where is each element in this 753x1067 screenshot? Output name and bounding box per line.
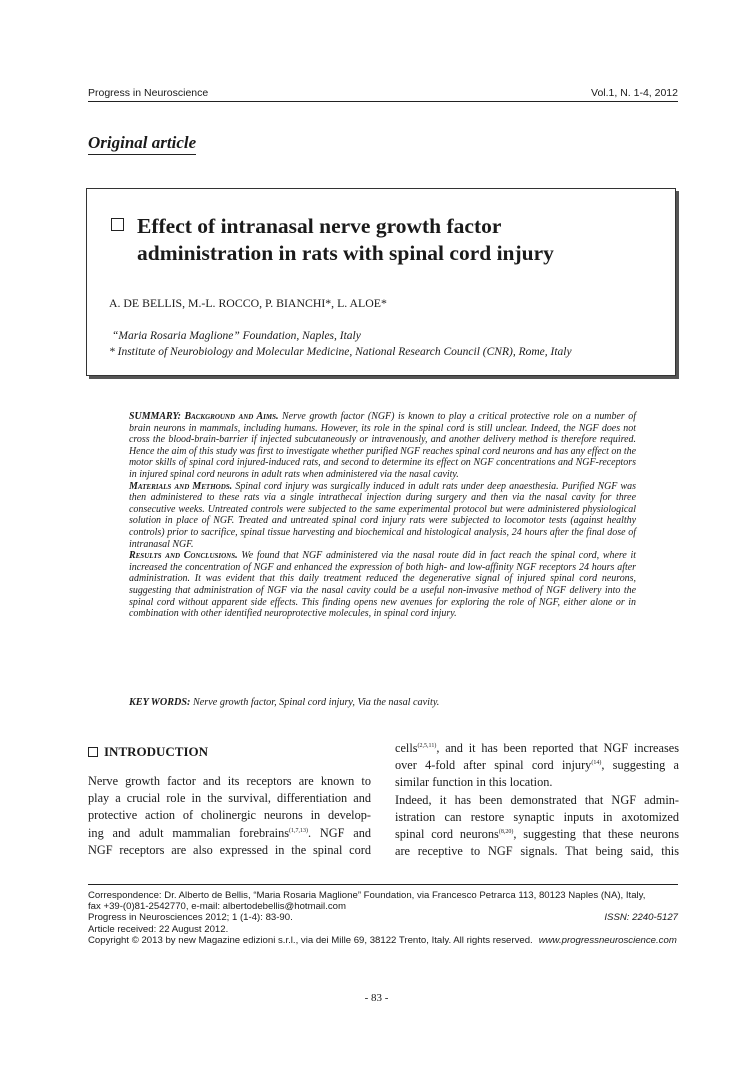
body-text: , and it has been reported that NGF increases: [436, 741, 679, 755]
results-text: We found that NGF administered via the nasal route did in fact reach the spinal cord, where it increased the concentration of NGF and enhanced the expression of both high- and low-affinity NGF receptors 24 hours after administration. It was evident that this daily treatment reduced the degenerative signal of injured spinal cord neurons, suggesting that administration of NGF via the nasal cavity could be a useful non-invasive method of NGF delivery into the spinal cord without apparent side effects. This finding opens new avenues for exploring the role of NGF, either alone or in combination with other identified neuroprotective molecules, in spinal cord injury.: [129, 550, 637, 620]
affiliation-2: * Institute of Neurobiology and Molecular Medicine, National Research Council (CNR), Rome, Italy: [109, 346, 572, 358]
journal-name: Progress in Neuroscience: [88, 87, 209, 99]
body-text: cells: [395, 741, 418, 755]
methods-heading: Materials and Methods.: [129, 480, 233, 492]
article-type: Original article: [88, 133, 196, 155]
footer: [88, 890, 678, 946]
citation-ref: (8,20): [498, 829, 514, 836]
background-heading: SUMMARY: Background and Aims.: [129, 411, 279, 422]
body-text: over 4-fold after spinal cord injury: [395, 758, 592, 773]
keywords-text: Nerve growth factor, Spinal cord injury, Via the nasal cavity.: [192, 697, 440, 708]
citation-ref: (14): [591, 760, 602, 767]
body-line: [395, 740, 679, 757]
body-line: similar function in this location.: [395, 775, 553, 790]
body-column-left: [88, 773, 371, 859]
footer-rule: [88, 884, 678, 885]
summary-abstract: [129, 411, 636, 620]
keywords-heading: KEY WORDS:: [129, 697, 191, 708]
body-text: , suggesting a: [601, 758, 679, 773]
running-head: [88, 87, 678, 101]
checkbox-square-icon: [88, 747, 98, 757]
body-column-right: [395, 740, 679, 860]
title-line-1: Effect of intranasal nerve growth factor: [137, 214, 502, 238]
body-line: [88, 825, 371, 842]
citation-line: [88, 912, 678, 923]
correspondence-line-1: Correspondence: Dr. Alberto de Bellis, “Maria Rosaria Maglione” Foundation, via Francesco Petrarca 113, 80123 Naples (NA), Italy,: [88, 890, 646, 901]
body-line: play a crucial role in the survival, differentiation and: [88, 791, 371, 806]
results-heading: Results and Conclusions.: [129, 550, 238, 562]
body-text: spinal cord neurons: [395, 827, 499, 842]
received-date: Article received: 22 August 2012.: [88, 923, 229, 935]
methods-text: Spinal cord injury was surgically induced in adult rats under deep anaesthesia. Purified NGF was then administered to these rats via a single intrathecal injection during surgery and then via the nasal cavity for three consecutive weeks. Untreated controls were subjected to the same experimental protocol but were administered physiological solution in place of NGF. Treated and untreated spinal cord injury rats were subjected to locomotor tests (against healthy controls) prior to sacrifice, spinal tissue harvesting and biochemical and histological analysis, 24 hours after the final dose of intranasal NGF.: [129, 480, 636, 550]
body-line: [395, 826, 679, 843]
introduction-heading-text: INTRODUCTION: [104, 744, 209, 759]
body-line: NGF receptors are also expressed in the spinal cord: [88, 842, 371, 857]
citation: Progress in Neurosciences 2012; 1 (1-4): 83-90.: [88, 912, 293, 924]
citation-ref: (1,7,13): [289, 827, 309, 834]
summary-methods: [129, 481, 636, 551]
body-line: [395, 757, 679, 774]
issn: ISSN: 2240-5127: [604, 912, 678, 924]
body-line: are receptive to NGF signals. That being said, this: [395, 844, 679, 859]
volume-info: Vol.1, N. 1-4, 2012: [591, 87, 678, 99]
body-line: Indeed, it has been demonstrated that NGF admin-: [395, 792, 679, 807]
body-text: . NGF and: [308, 825, 371, 840]
body-text: ing and adult mammalian forebrains: [88, 825, 290, 840]
title-line-2: administration in rats with spinal cord injury: [137, 241, 554, 265]
title-box: [86, 188, 676, 376]
copyright: Copyright © 2013 by new Magazine edizioni s.r.l., via dei Mille 69, 38122 Trento, Italy. All rights reserved.: [88, 934, 533, 946]
summary-background: [129, 411, 636, 481]
body-line: protective action of cholinergic neurons in develop-: [88, 808, 371, 823]
checkbox-square-icon: [111, 218, 124, 231]
header-rule: [88, 101, 678, 102]
authors: A. DE BELLIS, M.-L. ROCCO, P. BIANCHI*, L. ALOE*: [109, 296, 387, 310]
body-line: istration can restore synaptic inputs in axotomized: [395, 809, 679, 824]
affiliation-1: “Maria Rosaria Maglione” Foundation, Naples, Italy: [112, 330, 361, 342]
body-text: , suggesting that these neurons: [513, 827, 679, 842]
copyright-line: [88, 935, 678, 946]
keywords: [129, 697, 636, 708]
page-number: - 83 -: [364, 992, 389, 1004]
correspondence-line-2: fax +39-(0)81-2542770, e-mail: albertodebellis@hotmail.com: [88, 901, 346, 913]
summary-results: [129, 550, 636, 620]
introduction-heading: [88, 744, 208, 760]
background-text: Nerve growth factor (NGF) is known to play a critical protective role on a number of brain neurons in mammals, including humans. However, its role in the spinal cord is still unclear. Indeed, the NGF does not cross the blood-brain-barrier if injected subcutaneously or intravenously, and another delivery method is therefore required. Hence the aim of this study was first to investigate whether purified NGF reaches spinal cord neurons and has any effect on the motor skills of spinal cord injured-induced rats, and second to determine its effect on NGF concentrations and NGF-receptors in injured spinal cord neurons in adult rats when administered via the nasal cavity.: [129, 411, 636, 480]
website-link[interactable]: www.progressneuroscience.com: [538, 934, 677, 946]
citation-ref: (2,5,11): [417, 743, 437, 749]
body-line: Nerve growth factor and its receptors are known to: [88, 774, 371, 788]
